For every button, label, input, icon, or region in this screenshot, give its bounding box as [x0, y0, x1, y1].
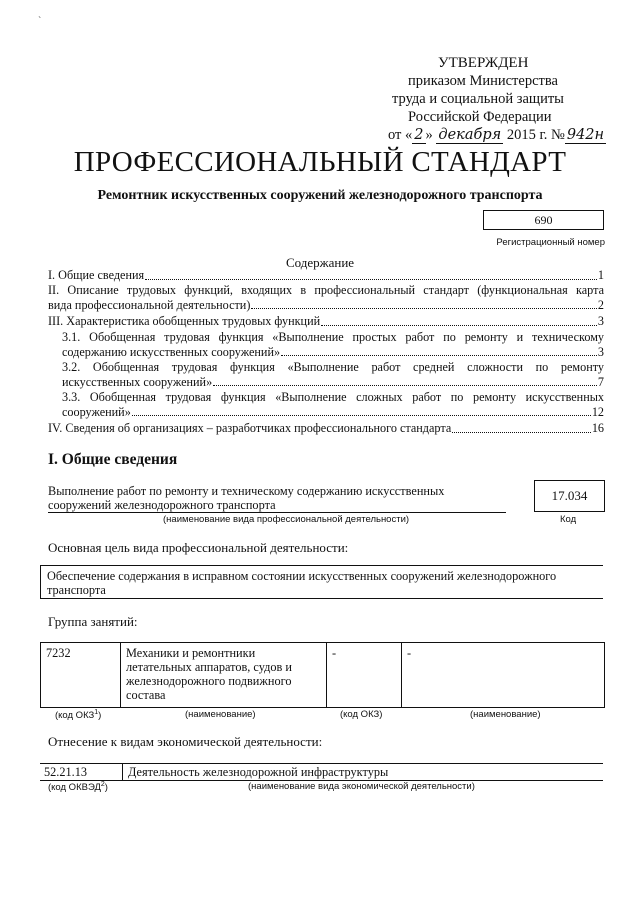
okved-code-caption: (код ОКВЭД$^2$): [48, 781, 108, 794]
okz-code-cell-2: -: [327, 643, 402, 707]
date-prefix: от «: [388, 127, 413, 143]
toc-page: 1: [597, 268, 604, 282]
okved-name-caption: (наименование вида экономической деятельности): [248, 781, 475, 792]
section-heading: I. Общие сведения: [48, 451, 178, 468]
registration-number-label: Регистрационный номер: [496, 237, 605, 248]
toc-item[interactable]: IV. Сведения об организациях – разработчиках профессионального стандарта 16: [48, 421, 604, 435]
econ-label: Отнесение к видам экономической деятельности:: [48, 734, 323, 749]
date-year: 2015 г. №: [506, 127, 565, 143]
date-mid: »: [425, 127, 433, 143]
toc-page: 16: [591, 421, 604, 435]
activity-code-caption: Код: [560, 514, 577, 525]
activity-code-box: 17.034: [534, 480, 605, 512]
divider: [48, 512, 506, 513]
okved-name-cell: Деятельность железнодорожной инфраструктуры: [128, 765, 389, 779]
toc-item[interactable]: 3.1. Обобщенная трудовая функция «Выполнение простых работ по ремонту и техническому содержанию искусственных сооружений» 3: [62, 330, 604, 359]
toc-item[interactable]: III. Характеристика обобщенных трудовых функций 3: [48, 314, 604, 328]
toc-page: 3: [597, 344, 604, 359]
toc-page: 2: [597, 297, 604, 312]
toc-item[interactable]: I. Общие сведения 1: [48, 268, 604, 282]
toc-page: 12: [591, 404, 604, 419]
registration-number-box: 690: [483, 210, 604, 230]
order-number: 942н: [566, 127, 605, 143]
toc-item[interactable]: II. Описание трудовых функций, входящих в профессиональный стандарт (функциональная карта вида профессиональной деятельности) 2: [48, 283, 604, 312]
document-subtitle: Ремонтник искусственных сооружений железнодорожного транспорта: [97, 188, 543, 203]
okz-code-caption-2: (код ОКЗ): [340, 709, 383, 720]
approval-line: труда и социальной защиты: [392, 91, 564, 107]
toc-page: 3: [597, 314, 604, 328]
okz-name-cell: Механики и ремонтники летательных аппаратов, судов и железнодорожного подвижного состава: [121, 643, 327, 707]
date-month: декабря: [438, 127, 502, 143]
okz-name-cell-2: -: [407, 646, 412, 660]
toc-item[interactable]: 3.3. Обобщенная трудовая функция «Выполнение сложных работ по ремонту искусственных сооружений» 12: [62, 390, 604, 419]
goal-box: Обеспечение содержания в исправном состоянии искусственных сооружений железнодорожного транспорта: [40, 565, 603, 599]
activity-kind-caption: (наименование вида профессиональной деятельности): [163, 514, 410, 525]
occupation-group-table: [40, 642, 605, 708]
toc-heading: Содержание: [285, 255, 355, 270]
group-label: Группа занятий:: [48, 614, 138, 629]
approval-date: [388, 126, 608, 144]
goal-label: Основная цель вида профессиональной деятельности:: [48, 540, 349, 555]
okz-name-caption: (наименование): [185, 709, 256, 720]
okved-code-cell: 52.21.13: [40, 764, 123, 780]
approval-title: УТВЕРЖДЕН: [438, 55, 529, 71]
date-day: 2: [414, 127, 424, 143]
okz-name-caption-2: (наименование): [470, 709, 541, 720]
okz-code-caption: (код ОКЗ$^1$): [55, 709, 102, 722]
approval-block: [388, 54, 608, 144]
activity-kind: Выполнение работ по ремонту и техническому содержанию искусственных сооружений железнодорожного транспорта: [48, 484, 445, 512]
okz-code-cell: 7232: [41, 643, 121, 707]
approval-line: Российской Федерации: [408, 109, 552, 125]
document-title: ПРОФЕССИОНАЛЬНЫЙ СТАНДАРТ: [73, 146, 567, 178]
toc-item[interactable]: 3.2. Обобщенная трудовая функция «Выполнение работ средней сложности по ремонту искусственных сооружений» 7: [62, 360, 604, 389]
toc-page: 7: [597, 374, 604, 389]
approval-line: приказом Министерства: [408, 73, 558, 89]
scan-mark: `: [38, 16, 42, 27]
econ-activity-table: [40, 763, 603, 781]
